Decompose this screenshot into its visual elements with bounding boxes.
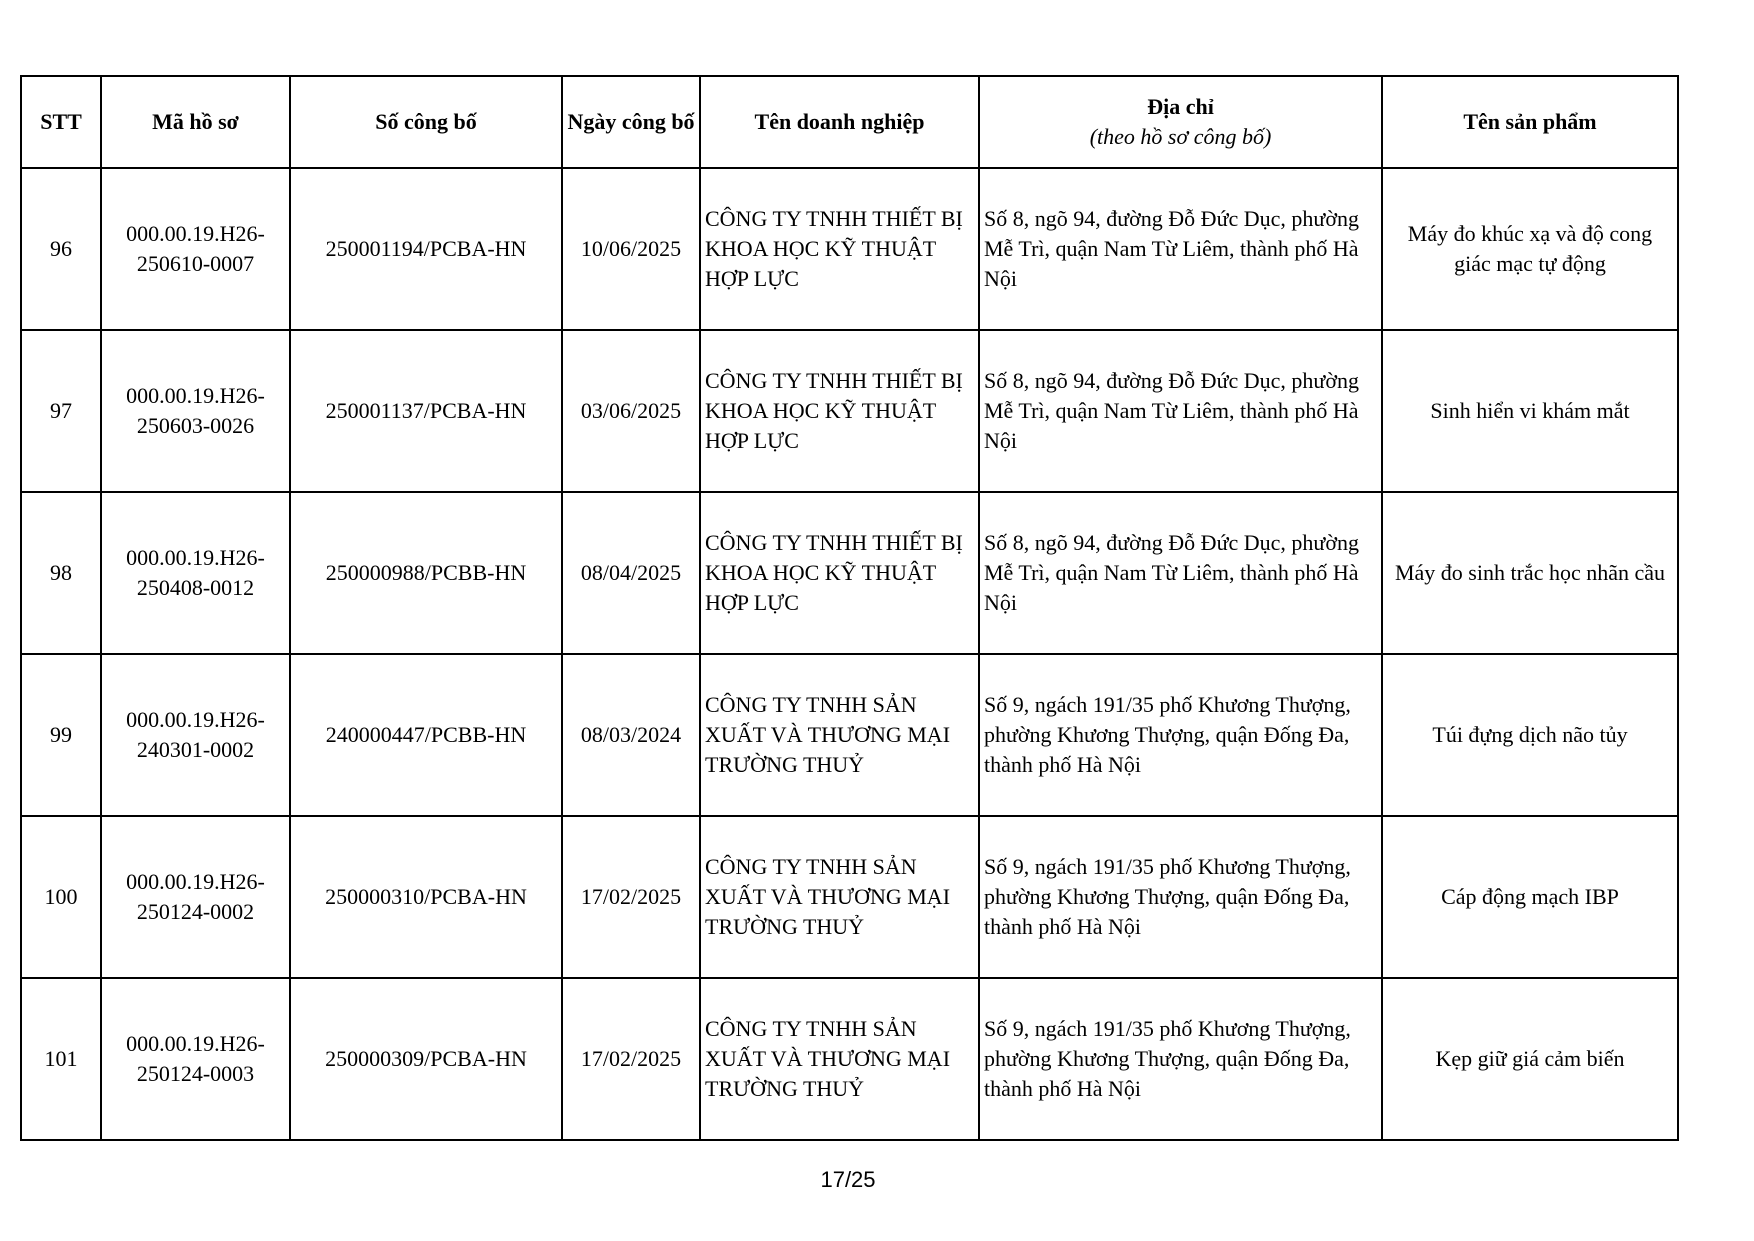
header-ma-ho-so: Mã hồ sơ: [101, 76, 290, 168]
cell-ten-san-pham: Kẹp giữ giá cảm biến: [1382, 978, 1678, 1140]
cell-ten-doanh-nghiep: CÔNG TY TNHH SẢN XUẤT VÀ THƯƠNG MẠI TRƯỜNG THUỶ: [700, 654, 979, 816]
cell-ten-doanh-nghiep: CÔNG TY TNHH SẢN XUẤT VÀ THƯƠNG MẠI TRƯỜNG THUỶ: [700, 978, 979, 1140]
cell-stt: 97: [21, 330, 101, 492]
cell-ma-ho-so: 000.00.19.H26-250610-0007: [101, 168, 290, 330]
header-stt: STT: [21, 76, 101, 168]
header-dia-chi-label: Địa chỉ: [1147, 94, 1214, 119]
registration-table: [20, 75, 1679, 1141]
header-so-cong-bo: Số công bố: [290, 76, 562, 168]
cell-stt: 98: [21, 492, 101, 654]
cell-dia-chi: Số 9, ngách 191/35 phố Khương Thượng, phường Khương Thượng, quận Đống Đa, thành phố Hà Nội: [979, 654, 1382, 816]
cell-dia-chi: Số 8, ngõ 94, đường Đỗ Đức Dục, phường Mễ Trì, quận Nam Từ Liêm, thành phố Hà Nội: [979, 492, 1382, 654]
page-number: 17/25: [820, 1167, 876, 1192]
table-row: [21, 492, 1678, 654]
header-ten-san-pham: Tên sản phẩm: [1382, 76, 1678, 168]
cell-ten-san-pham: Máy đo sinh trắc học nhãn cầu: [1382, 492, 1678, 654]
cell-ma-ho-so: 000.00.19.H26-250124-0003: [101, 978, 290, 1140]
header-row: [21, 76, 1678, 168]
cell-ma-ho-so: 000.00.19.H26-240301-0002: [101, 654, 290, 816]
cell-ten-doanh-nghiep: CÔNG TY TNHH SẢN XUẤT VÀ THƯƠNG MẠI TRƯỜNG THUỶ: [700, 816, 979, 978]
cell-dia-chi: Số 8, ngõ 94, đường Đỗ Đức Dục, phường Mễ Trì, quận Nam Từ Liêm, thành phố Hà Nội: [979, 330, 1382, 492]
cell-ngay-cong-bo: 17/02/2025: [562, 816, 700, 978]
cell-ten-san-pham: Máy đo khúc xạ và độ cong giác mạc tự động: [1382, 168, 1678, 330]
cell-dia-chi: Số 9, ngách 191/35 phố Khương Thượng, phường Khương Thượng, quận Đống Đa, thành phố Hà Nội: [979, 978, 1382, 1140]
cell-dia-chi: Số 8, ngõ 94, đường Đỗ Đức Dục, phường Mễ Trì, quận Nam Từ Liêm, thành phố Hà Nội: [979, 168, 1382, 330]
header-dia-chi: [979, 76, 1382, 168]
cell-ten-doanh-nghiep: CÔNG TY TNHH THIẾT BỊ KHOA HỌC KỸ THUẬT HỢP LỰC: [700, 168, 979, 330]
cell-so-cong-bo: 250000309/PCBA-HN: [290, 978, 562, 1140]
cell-ma-ho-so: 000.00.19.H26-250603-0026: [101, 330, 290, 492]
cell-ngay-cong-bo: 10/06/2025: [562, 168, 700, 330]
cell-ngay-cong-bo: 08/04/2025: [562, 492, 700, 654]
header-dia-chi-note: (theo hồ sơ công bố): [1089, 124, 1272, 149]
cell-so-cong-bo: 240000447/PCBB-HN: [290, 654, 562, 816]
header-ten-doanh-nghiep: Tên doanh nghiệp: [700, 76, 979, 168]
cell-so-cong-bo: 250001137/PCBA-HN: [290, 330, 562, 492]
cell-ngay-cong-bo: 08/03/2024: [562, 654, 700, 816]
cell-stt: 96: [21, 168, 101, 330]
cell-ma-ho-so: 000.00.19.H26-250408-0012: [101, 492, 290, 654]
cell-ten-san-pham: Sinh hiển vi khám mắt: [1382, 330, 1678, 492]
table-row: [21, 168, 1678, 330]
cell-so-cong-bo: 250001194/PCBA-HN: [290, 168, 562, 330]
cell-stt: 100: [21, 816, 101, 978]
header-ngay-cong-bo: Ngày công bố: [562, 76, 700, 168]
cell-ten-doanh-nghiep: CÔNG TY TNHH THIẾT BỊ KHOA HỌC KỸ THUẬT HỢP LỰC: [700, 492, 979, 654]
table-body: [21, 168, 1678, 1140]
cell-ten-san-pham: Túi đựng dịch não tủy: [1382, 654, 1678, 816]
cell-ngay-cong-bo: 17/02/2025: [562, 978, 700, 1140]
table-row: [21, 654, 1678, 816]
table-row: [21, 978, 1678, 1140]
table-row: [21, 330, 1678, 492]
cell-stt: 99: [21, 654, 101, 816]
cell-so-cong-bo: 250000310/PCBA-HN: [290, 816, 562, 978]
cell-so-cong-bo: 250000988/PCBB-HN: [290, 492, 562, 654]
cell-ten-san-pham: Cáp động mạch IBP: [1382, 816, 1678, 978]
cell-ten-doanh-nghiep: CÔNG TY TNHH THIẾT BỊ KHOA HỌC KỸ THUẬT HỢP LỰC: [700, 330, 979, 492]
cell-ma-ho-so: 000.00.19.H26-250124-0002: [101, 816, 290, 978]
table-header: [21, 76, 1678, 168]
cell-ngay-cong-bo: 03/06/2025: [562, 330, 700, 492]
cell-dia-chi: Số 9, ngách 191/35 phố Khương Thượng, phường Khương Thượng, quận Đống Đa, thành phố Hà Nội: [979, 816, 1382, 978]
cell-stt: 101: [21, 978, 101, 1140]
table-row: [21, 816, 1678, 978]
